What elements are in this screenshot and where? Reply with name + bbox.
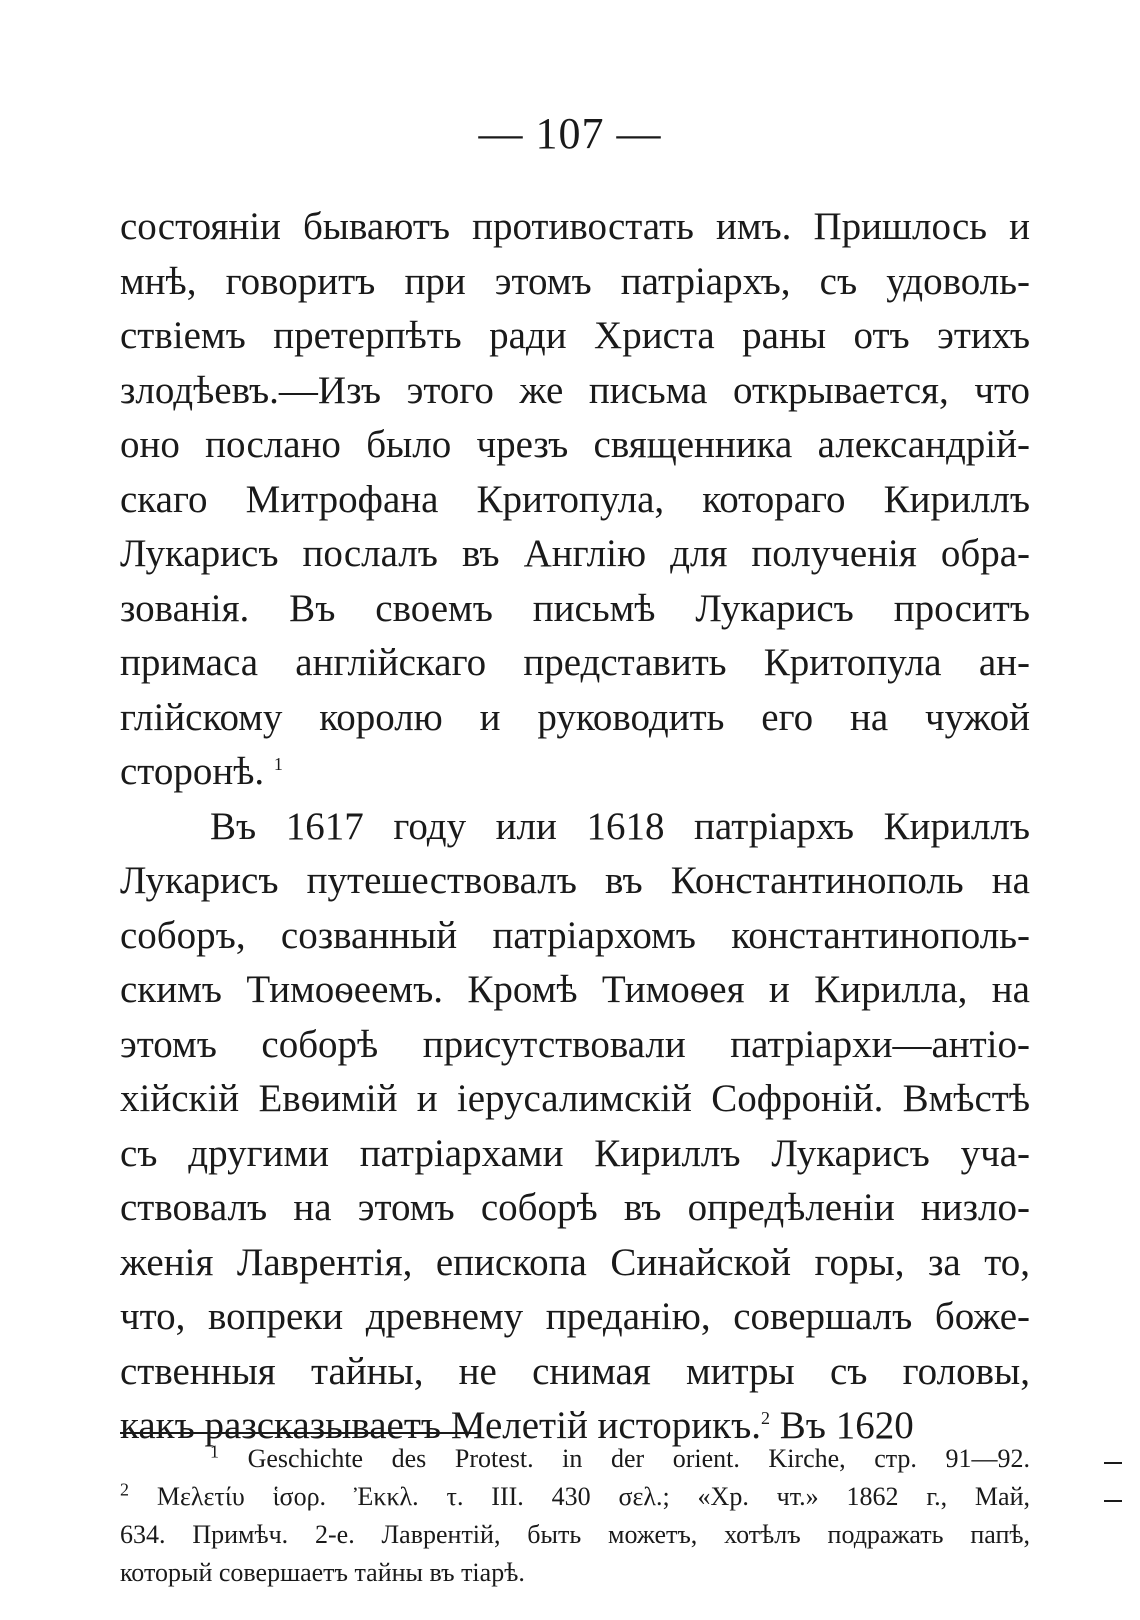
text-line: ственныя тайны, не снимая митры съ головы,	[120, 1349, 1030, 1393]
text-line: хійскій Евѳимій и іерусалимскій Софроній. Вмѣстѣ	[120, 1077, 1030, 1120]
text-line: что, вопреки древнему преданію, совершалъ боже-	[120, 1295, 1030, 1338]
text-line: ствіемъ претерпѣть ради Христа раны отъ этихъ	[120, 314, 1030, 357]
footnote-reference-2: 2	[761, 1408, 771, 1428]
text-line: Лукарисъ путешествовалъ въ Константинополь на	[120, 859, 1030, 902]
text-line: зованія. Въ своемъ письмѣ Лукарисъ проситъ	[120, 586, 1030, 630]
footnote-divider	[120, 1432, 480, 1434]
main-text	[120, 200, 1030, 1454]
footnote-2-continuation: 634. Примѣч. 2-е. Лаврентій, быть можетъ, хотѣлъ подражать папѣ,	[120, 1520, 1030, 1549]
text-line-content: Въ 1620	[770, 1404, 914, 1447]
paragraph-start-line: Въ 1617 году или 1618 патріархъ Кириллъ	[210, 804, 1030, 848]
text-line-content: какъ разсказываетъ Мелетій историкъ.	[120, 1404, 762, 1447]
margin-tick	[1104, 1500, 1122, 1502]
footnotes	[120, 1440, 1030, 1592]
footnote-2-mark: 2	[120, 1479, 129, 1500]
page-number: — 107 —	[478, 109, 662, 158]
text-line-content: сторонѣ.	[120, 750, 265, 793]
margin-tick	[1104, 1462, 1122, 1464]
text-line: соборъ, созванный патріархомъ константинополь-	[120, 913, 1030, 957]
text-line: примаса англійскаго представить Критопула ан-	[120, 641, 1030, 684]
text-line: мнѣ, говоритъ при этомъ патріархъ, съ удоволь-	[120, 259, 1030, 303]
text-line: съ другими патріархами Кириллъ Лукарисъ уча-	[120, 1131, 1030, 1175]
footnote-2-continuation: который совершаетъ тайны въ тіарѣ.	[120, 1558, 525, 1587]
text-line-with-footnote	[120, 745, 1030, 800]
footnote-1	[120, 1440, 1030, 1478]
footnote-2	[120, 1478, 1030, 1516]
footnote-reference-1: 1	[273, 754, 283, 774]
text-line: скаго Митрофана Критопула, котораго Кириллъ	[120, 477, 1030, 521]
text-line: этомъ соборѣ присутствовали патріархи—антіо-	[120, 1022, 1030, 1066]
text-line: злодѣевъ.—Изъ этого же письма открывается, что	[120, 368, 1030, 412]
text-line: ствовалъ на этомъ соборѣ въ опредѣленіи низло-	[120, 1186, 1030, 1229]
footnote-2-text: Μελετίυ ἱσορ. Ἐκκλ. τ. III. 430 σελ.; «Хр. чт.» 1862 г., Май,	[156, 1482, 1030, 1511]
footnote-1-text: Geschichte des Protest. in der orient. Kirche, стр. 91—92.	[247, 1444, 1030, 1473]
text-line: состояніи бываютъ противостать имъ. Пришлось и	[120, 205, 1030, 248]
footnote-1-mark: 1	[210, 1441, 219, 1462]
text-line: Лукарисъ послалъ въ Англію для полученія обра-	[120, 532, 1030, 575]
text-line: оно послано было чрезъ священника александрій-	[120, 423, 1030, 466]
text-line: глійскому королю и руководить его на чужой	[120, 695, 1030, 739]
text-line: скимъ Тимоѳеемъ. Кромѣ Тимоѳея и Кирилла, на	[120, 968, 1030, 1011]
text-line: женія Лаврентія, епископа Синайской горы, за то,	[120, 1240, 1030, 1284]
